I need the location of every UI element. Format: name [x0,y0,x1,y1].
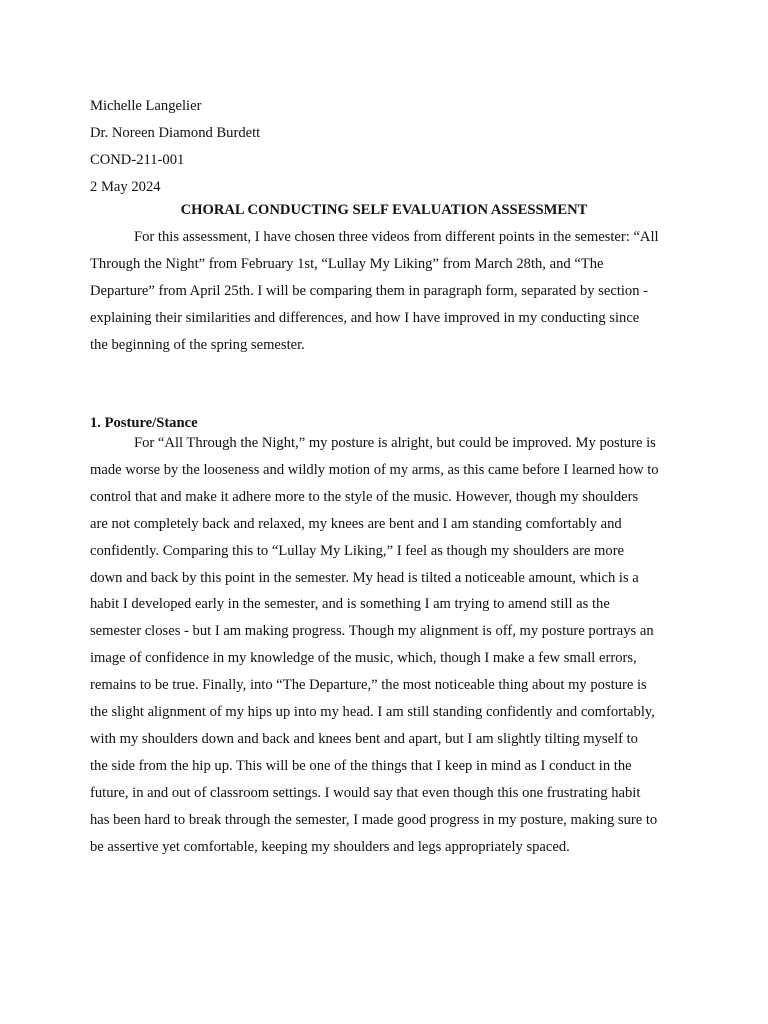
paragraph-line: For this assessment, I have chosen three videos from different points in the semester: “All [134,229,659,245]
paragraph-line: with my shoulders down and back and knees bent and apart, but I am slightly tilting myself to [90,730,638,747]
paragraph-line: image of confidence in my knowledge of the music, which, though I make a few small errors, [90,650,637,667]
section-heading-posture: 1. Posture/Stance [90,415,198,431]
paragraph-line: are not completely back and relaxed, my knees are bent and I am standing comfortably and [90,515,622,532]
paragraph-line: habit I developed early in the semester, and is something I am trying to amend still as the [90,596,610,613]
paragraph-line: Through the Night” from February 1st, “Lullay My Liking” from March 28th, and “The [90,255,604,272]
intro-paragraph [90,224,659,359]
paragraph-line: made worse by the looseness and wildly motion of my arms, as this came before I learned how to [90,461,659,478]
paragraph-line: semester closes - but I am making progress. Though my alignment is off, my posture portrays an [90,623,654,640]
document-title: CHORAL CONDUCTING SELF EVALUATION ASSESSMENT [180,202,588,218]
paragraph-line: the side from the hip up. This will be one of the things that I keep in mind as I conduct in the [90,757,632,774]
paragraph-line: down and back by this point in the semester. My head is tilted a noticeable amount, which is a [90,569,639,586]
paragraph-line: the beginning of the spring semester. [90,336,305,353]
course-code: COND-211-001 [90,152,185,168]
posture-paragraph [90,430,659,861]
paragraph-line: future, in and out of classroom settings. I would say that even though this one frustrating habit [90,784,641,801]
paragraph-line: remains to be true. Finally, into “The Departure,” the most noticeable thing about my posture is [90,677,647,694]
paragraph-line: confidently. Comparing this to “Lullay My Liking,” I feel as though my shoulders are more [90,542,625,559]
paragraph-line: Departure” from April 25th. I will be comparing them in paragraph form, separated by section - [90,282,649,299]
date: 2 May 2024 [90,179,161,195]
paragraph-line: control that and make it adhere more to the style of the music. However, though my shoulders [90,488,639,505]
paragraph-line: be assertive yet comfortable, keeping my shoulders and legs appropriately spaced. [90,838,570,855]
instructor-name: Dr. Noreen Diamond Burdett [90,125,261,141]
header-block [90,93,260,201]
paragraph-line: explaining their similarities and differences, and how I have improved in my conducting since [90,309,640,326]
paragraph-line: For “All Through the Night,” my posture is alright, but could be improved. My posture is [134,435,656,451]
paragraph-line: the slight alignment of my hips up into my head. I am still standing confidently and comfortably, [90,704,655,721]
author-name: Michelle Langelier [90,98,202,114]
paragraph-line: has been hard to break through the semester, I made good progress in my posture, making sure to [90,811,658,828]
